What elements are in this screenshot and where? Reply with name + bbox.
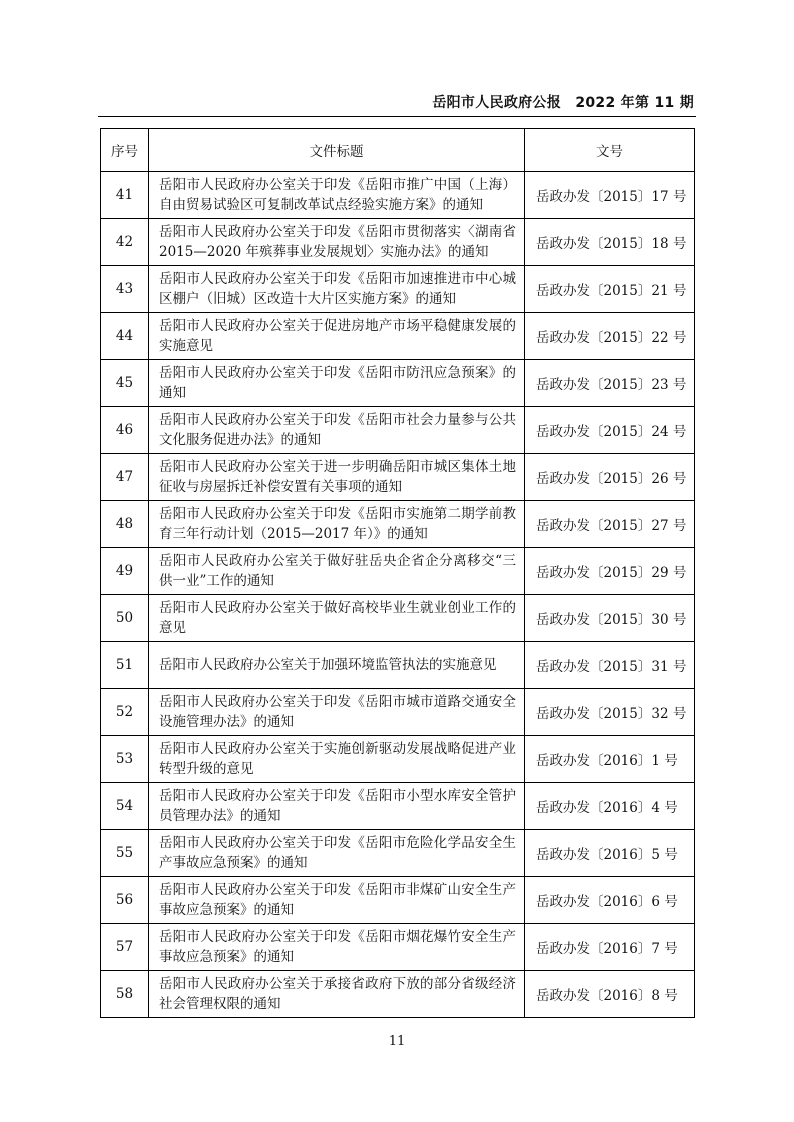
row-doc-number: 岳政办发〔2015〕32 号 bbox=[525, 689, 695, 736]
row-index: 46 bbox=[101, 407, 149, 454]
row-doc-number: 岳政办发〔2015〕24 号 bbox=[525, 407, 695, 454]
row-title: 岳阳市人民政府办公室关于印发《岳阳市小型水库安全管护员管理办法》的通知 bbox=[149, 783, 525, 830]
column-header-index: 序号 bbox=[101, 129, 149, 172]
table-row bbox=[101, 971, 695, 1018]
row-title: 岳阳市人民政府办公室关于印发《岳阳市加速推进市中心城区棚户（旧城）区改造十大片区实施方案》的通知 bbox=[149, 266, 525, 313]
row-index: 42 bbox=[101, 219, 149, 266]
row-index: 53 bbox=[101, 736, 149, 783]
row-doc-number: 岳政办发〔2016〕8 号 bbox=[525, 971, 695, 1018]
document-table bbox=[100, 128, 695, 1018]
table-row bbox=[101, 172, 695, 219]
row-title: 岳阳市人民政府办公室关于印发《岳阳市贯彻落实〈湖南省 2015—2020 年殡葬事业发展规划〉实施办法》的通知 bbox=[149, 219, 525, 266]
table-row bbox=[101, 783, 695, 830]
row-index: 44 bbox=[101, 313, 149, 360]
table-row bbox=[101, 266, 695, 313]
row-title: 岳阳市人民政府办公室关于印发《岳阳市危险化学品安全生产事故应急预案》的通知 bbox=[149, 830, 525, 877]
journal-header: 岳阳市人民政府公报 2022 年第 11 期 bbox=[432, 95, 694, 111]
row-index: 54 bbox=[101, 783, 149, 830]
row-index: 55 bbox=[101, 830, 149, 877]
row-doc-number: 岳政办发〔2016〕5 号 bbox=[525, 830, 695, 877]
row-title: 岳阳市人民政府办公室关于做好高校毕业生就业创业工作的意见 bbox=[149, 595, 525, 642]
column-header-title: 文件标题 bbox=[149, 129, 525, 172]
row-index: 50 bbox=[101, 595, 149, 642]
table-row bbox=[101, 360, 695, 407]
table-row bbox=[101, 877, 695, 924]
row-title: 岳阳市人民政府办公室关于印发《岳阳市实施第二期学前教育三年行动计划（2015—2017 年）》的通知 bbox=[149, 501, 525, 548]
table-row bbox=[101, 501, 695, 548]
row-doc-number: 岳政办发〔2015〕29 号 bbox=[525, 548, 695, 595]
row-index: 47 bbox=[101, 454, 149, 501]
table-row bbox=[101, 407, 695, 454]
row-title: 岳阳市人民政府办公室关于印发《岳阳市社会力量参与公共文化服务促进办法》的通知 bbox=[149, 407, 525, 454]
row-title: 岳阳市人民政府办公室关于进一步明确岳阳市城区集体土地征收与房屋拆迁补偿安置有关事项的通知 bbox=[149, 454, 525, 501]
row-doc-number: 岳政办发〔2016〕4 号 bbox=[525, 783, 695, 830]
row-title: 岳阳市人民政府办公室关于印发《岳阳市非煤矿山安全生产事故应急预案》的通知 bbox=[149, 877, 525, 924]
table-row bbox=[101, 548, 695, 595]
table-row bbox=[101, 595, 695, 642]
table-row bbox=[101, 736, 695, 783]
table-body bbox=[101, 172, 695, 1018]
header-rule bbox=[98, 116, 696, 117]
row-index: 57 bbox=[101, 924, 149, 971]
row-index: 51 bbox=[101, 642, 149, 689]
table-header-row bbox=[101, 129, 695, 172]
row-doc-number: 岳政办发〔2015〕23 号 bbox=[525, 360, 695, 407]
table-row bbox=[101, 219, 695, 266]
row-title: 岳阳市人民政府办公室关于加强环境监管执法的实施意见 bbox=[149, 642, 525, 689]
row-doc-number: 岳政办发〔2015〕17 号 bbox=[525, 172, 695, 219]
row-doc-number: 岳政办发〔2016〕1 号 bbox=[525, 736, 695, 783]
row-doc-number: 岳政办发〔2015〕31 号 bbox=[525, 642, 695, 689]
row-index: 49 bbox=[101, 548, 149, 595]
table-row bbox=[101, 642, 695, 689]
table-row bbox=[101, 924, 695, 971]
row-doc-number: 岳政办发〔2015〕21 号 bbox=[525, 266, 695, 313]
table-row bbox=[101, 454, 695, 501]
table-row bbox=[101, 689, 695, 736]
row-title: 岳阳市人民政府办公室关于印发《岳阳市推广中国（上海）自由贸易试验区可复制改革试点经验实施方案》的通知 bbox=[149, 172, 525, 219]
row-index: 58 bbox=[101, 971, 149, 1018]
row-index: 52 bbox=[101, 689, 149, 736]
row-title: 岳阳市人民政府办公室关于做好驻岳央企省企分离移交“三供一业”工作的通知 bbox=[149, 548, 525, 595]
row-title: 岳阳市人民政府办公室关于印发《岳阳市城市道路交通安全设施管理办法》的通知 bbox=[149, 689, 525, 736]
row-title: 岳阳市人民政府办公室关于印发《岳阳市烟花爆竹安全生产事故应急预案》的通知 bbox=[149, 924, 525, 971]
row-index: 56 bbox=[101, 877, 149, 924]
table-row bbox=[101, 830, 695, 877]
row-doc-number: 岳政办发〔2015〕18 号 bbox=[525, 219, 695, 266]
row-index: 43 bbox=[101, 266, 149, 313]
row-doc-number: 岳政办发〔2015〕27 号 bbox=[525, 501, 695, 548]
row-title: 岳阳市人民政府办公室关于印发《岳阳市防汛应急预案》的通知 bbox=[149, 360, 525, 407]
row-doc-number: 岳政办发〔2016〕6 号 bbox=[525, 877, 695, 924]
column-header-doc-number: 文号 bbox=[525, 129, 695, 172]
row-doc-number: 岳政办发〔2015〕22 号 bbox=[525, 313, 695, 360]
row-title: 岳阳市人民政府办公室关于承接省政府下放的部分省级经济社会管理权限的通知 bbox=[149, 971, 525, 1018]
row-doc-number: 岳政办发〔2016〕7 号 bbox=[525, 924, 695, 971]
row-index: 45 bbox=[101, 360, 149, 407]
row-title: 岳阳市人民政府办公室关于促进房地产市场平稳健康发展的实施意见 bbox=[149, 313, 525, 360]
row-index: 41 bbox=[101, 172, 149, 219]
row-title: 岳阳市人民政府办公室关于实施创新驱动发展战略促进产业转型升级的意见 bbox=[149, 736, 525, 783]
row-index: 48 bbox=[101, 501, 149, 548]
page-number: 11 bbox=[388, 1034, 406, 1049]
table-row bbox=[101, 313, 695, 360]
row-doc-number: 岳政办发〔2015〕30 号 bbox=[525, 595, 695, 642]
row-doc-number: 岳政办发〔2015〕26 号 bbox=[525, 454, 695, 501]
